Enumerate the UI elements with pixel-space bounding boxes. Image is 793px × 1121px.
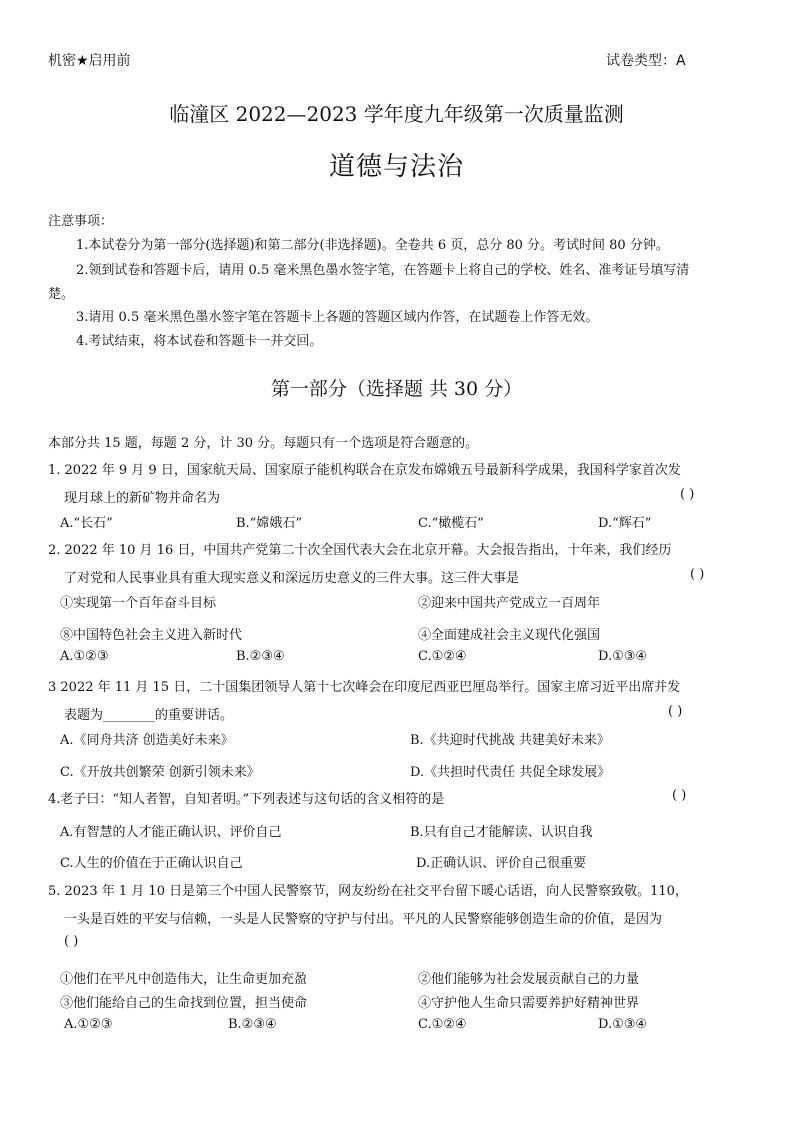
question-stem: 4.老子曰：“知人者智，自知者明。”下列表述与这句话的含义相符的是 <box>48 792 445 807</box>
option: D.正确认识、评价自己很重要 <box>416 856 587 871</box>
subject-title: 道德与法治 <box>328 152 464 182</box>
option: C.“橄榄石” <box>418 516 484 531</box>
notice-item: 4.考试结束，将本试卷和答题卡一并交回。 <box>76 334 323 349</box>
option: C.①②④ <box>418 1017 467 1032</box>
question-stem: 3 2022 年 11 月 15 日，二十国集团领导人第十七次峰会在印度尼西亚巴厘岛举行。国家主席习近平出席并发 <box>48 680 681 695</box>
statement-item: ②他们能够为社会发展贡献自己的力量 <box>418 972 640 987</box>
question-stem: 现月球上的新矿物并命名为 <box>64 491 221 506</box>
paper-type: 试卷类型：A <box>606 53 686 69</box>
option: C.人生的价值在于正确认识自己 <box>60 856 243 871</box>
question-stem: 一头是百姓的平安与信赖，一头是人民警察的守护与付出。平凡的人民警察能够创造生命的价值，是因为 <box>64 912 663 927</box>
question-stem: 1. 2022 年 9 月 9 日，国家航天局、国家原子能机构联合在京发布嫦娥五号最新科学成果，我国科学家首次发 <box>48 463 681 478</box>
option: B.②③④ <box>236 649 285 664</box>
notice-item: 1.本试卷分为第一部分(选择题)和第二部分(非选择题)。全卷共 6 页，总分 80 分。考试时间 80 分钟。 <box>76 238 669 253</box>
question-stem: 2. 2022 年 10 月 16 日，中国共产党第二十次全国代表大会在北京开幕。大会报告指出，十年来，我们经历 <box>48 543 672 558</box>
option: B.只有自己才能解读、认识自我 <box>410 825 593 840</box>
notice-item: 2.领到试卷和答题卡后，请用 0.5 毫米黑色墨水签字笔，在答题卡上将自己的学校、姓名、准考证号填写清 <box>76 263 690 278</box>
statement-item: ①实现第一个百年奋斗目标 <box>60 596 217 611</box>
statement-item: ⑧中国特色社会主义进入新时代 <box>60 628 243 643</box>
confidential-mark: 机密★启用前 <box>48 53 131 69</box>
answer-bracket: ( ) <box>690 567 705 582</box>
option: D.《共担时代责任 共促全球发展》 <box>410 765 611 780</box>
option: D.“辉石” <box>598 516 652 531</box>
option: D.①③④ <box>598 1017 648 1032</box>
answer-bracket: ( ) <box>64 934 79 949</box>
statement-item: ①他们在平凡中创造伟大，让生命更加充盈 <box>60 972 308 987</box>
option: B.“嫦娥石” <box>236 516 302 531</box>
statement-item: ④全面建成社会主义现代化强国 <box>418 628 601 643</box>
statement-item: ③他们能给自己的生命找到位置，担当使命 <box>60 996 308 1011</box>
answer-bracket: ( ) <box>668 704 683 719</box>
question-stem: 表题为________的重要讲话。 <box>64 708 234 723</box>
answer-bracket: ( ) <box>672 788 687 803</box>
notice-title: 注意事项： <box>48 214 114 229</box>
question-stem: 5. 2023 年 1 月 10 日是第三个中国人民警察节，网友纷纷在社交平台留下暖心话语，向人民警察致敬。110， <box>48 884 688 899</box>
option: A.①②③ <box>60 649 109 664</box>
option: D.①③④ <box>598 649 648 664</box>
section-title: 第一部分（选择题 共 30 分） <box>270 378 523 400</box>
option: B.《共迎时代挑战 共建美好未来》 <box>410 733 610 748</box>
option: C.①②④ <box>418 649 467 664</box>
option: C.《开放共创繁荣 创新引领未来》 <box>60 765 260 780</box>
question-stem: 了对党和人民事业具有重大现实意义和深远历史意义的三件大事。这三件大事是 <box>64 571 520 586</box>
section-intro: 本部分共 15 题，每题 2 分，计 30 分。每题只有一个选项是符合题意的。 <box>48 436 479 451</box>
notice-item: 3.请用 0.5 毫米黑色墨水签字笔在答题卡上各题的答题区域内作答，在试题卷上作答无效。 <box>76 310 599 325</box>
notice-item: 楚。 <box>48 287 75 302</box>
option: B.②③④ <box>228 1017 277 1032</box>
option: A.“长石” <box>60 516 113 531</box>
option: A.①②③ <box>64 1017 113 1032</box>
exam-title: 临潼区 2022—2023 学年度九年级第一次质量监测 <box>169 102 624 126</box>
statement-item: ②迎来中国共产党成立一百周年 <box>418 596 601 611</box>
answer-bracket: ( ) <box>680 487 695 502</box>
option: A.有智慧的人才能正确认识、评价自己 <box>60 825 282 840</box>
statement-item: ④守护他人生命只需要养护好精神世界 <box>418 996 640 1011</box>
option: A.《同舟共济 创造美好未来》 <box>60 733 234 748</box>
